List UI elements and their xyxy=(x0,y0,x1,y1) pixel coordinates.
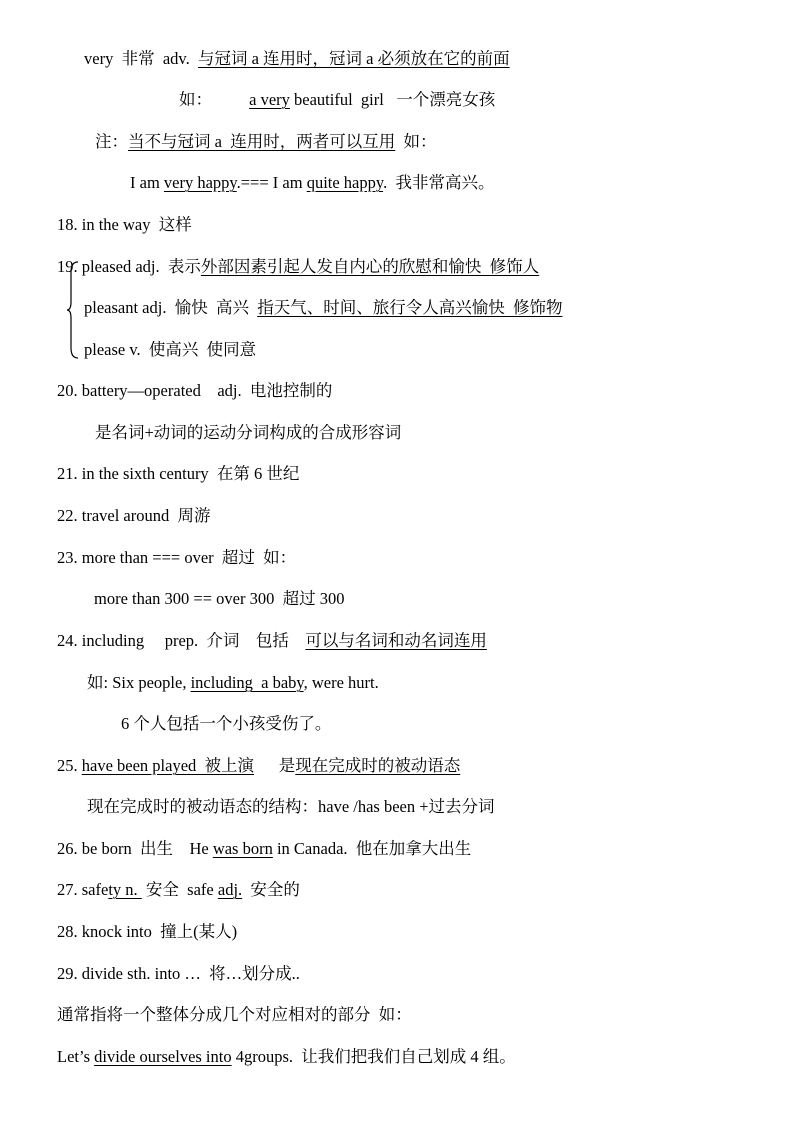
text: pleasant adj. 愉快 高兴 xyxy=(84,298,258,317)
item-22 xyxy=(57,506,211,526)
text: 6 个人包括一个小孩受伤了。 xyxy=(121,714,332,733)
item-23-example xyxy=(94,589,345,609)
text: please v. 使高兴 使同意 xyxy=(84,340,257,359)
line-note xyxy=(95,132,436,152)
text: very 非常 adv. xyxy=(84,49,198,68)
text: 29. divide sth. into … 将…划分成.. xyxy=(57,964,300,983)
text: 21. in the sixth century 在第 6 世纪 xyxy=(57,464,300,483)
text: 27. safe xyxy=(57,880,109,899)
underlined-text: 与冠词 a 连用时，冠词 a 必须放在它的前面 xyxy=(197,49,510,68)
text: 如： xyxy=(179,90,250,109)
item-21 xyxy=(57,464,299,484)
underlined-text: 外部因素引起人发自内心的欣慰和愉快 修饰人 xyxy=(200,257,540,276)
underlined-text: was born xyxy=(212,839,273,858)
text: 19. pleased adj. 表示 xyxy=(57,257,201,276)
item-19-please xyxy=(84,340,256,360)
item-29-note xyxy=(57,1005,412,1025)
item-29-example xyxy=(57,1047,516,1067)
text: more than 300 == over 300 超过 300 xyxy=(94,589,345,608)
line-happy-example xyxy=(130,173,494,193)
text: .=== I am xyxy=(236,173,307,192)
text: 4groups. 让我们把我们自己划成 4 组。 xyxy=(231,1047,516,1066)
text: 安全的 xyxy=(242,880,300,899)
underlined-text: adj. xyxy=(217,880,243,899)
item-24-example xyxy=(87,673,379,693)
text: 26. be born 出生 He xyxy=(57,839,213,858)
item-20-note xyxy=(95,423,401,443)
underlined-text: 现在完成时的被动语态 xyxy=(295,756,461,775)
text: 22. travel around 周游 xyxy=(57,506,211,525)
item-28 xyxy=(57,922,237,942)
underlined-text: have been played 被上演 xyxy=(81,756,255,775)
underlined-text: quite happy xyxy=(306,173,384,192)
underlined-text: 可以与名词和动名词连用 xyxy=(305,631,487,650)
item-26 xyxy=(57,839,471,859)
text: 如： xyxy=(395,132,437,151)
underlined-text: 指天气、时间、旅行令人高兴愉快 修饰物 xyxy=(257,298,563,317)
item-23 xyxy=(57,548,296,568)
item-19-pleasant xyxy=(84,298,562,318)
text: 是名词+动词的运动分词构成的合成形容词 xyxy=(95,423,402,442)
text: 现在完成时的被动语态的结构：have /has been +过去分词 xyxy=(87,797,495,816)
underlined-text: 当不与冠词 a 连用时，两者可以互用 xyxy=(128,132,396,151)
line-example-very xyxy=(179,90,495,110)
text: I am xyxy=(130,173,164,192)
underlined-text: ty n. xyxy=(108,880,142,899)
text: 20. battery—operated adj. 电池控制的 xyxy=(57,381,333,400)
underlined-text: very happy xyxy=(163,173,237,192)
item-25-structure xyxy=(87,797,495,817)
item-29 xyxy=(57,964,300,984)
text: 是 xyxy=(254,756,296,775)
underlined-text: a very xyxy=(249,90,290,109)
text: 安全 safe xyxy=(141,880,218,899)
text: Let’s xyxy=(57,1047,95,1066)
text: 24. including prep. 介词 包括 xyxy=(57,631,306,650)
item-20 xyxy=(57,381,332,401)
item-19-pleased xyxy=(57,257,539,277)
text: beautiful girl 一个漂亮女孩 xyxy=(289,90,496,109)
text: 23. more than === over 超过 如： xyxy=(57,548,297,567)
item-25 xyxy=(57,756,460,776)
text: 28. knock into 撞上(某人) xyxy=(57,922,238,941)
text: . 我非常高兴。 xyxy=(383,173,495,192)
item-24 xyxy=(57,631,487,651)
text: 18. in the way 这样 xyxy=(57,215,192,234)
item-27 xyxy=(57,880,300,900)
text: 注： xyxy=(95,132,128,151)
text: in Canada. 他在加拿大出生 xyxy=(272,839,472,858)
text: 通常指将一个整体分成几个对应相对的部分 如： xyxy=(57,1005,412,1024)
text: , were hurt. xyxy=(303,673,379,692)
item-18 xyxy=(57,215,192,235)
text: 如: Six people, xyxy=(87,673,191,692)
underlined-text: including a baby xyxy=(190,673,304,692)
underlined-text: divide ourselves into xyxy=(94,1047,232,1066)
text: 25. xyxy=(57,756,82,775)
item-24-translation xyxy=(121,714,331,734)
line-very xyxy=(84,49,510,69)
